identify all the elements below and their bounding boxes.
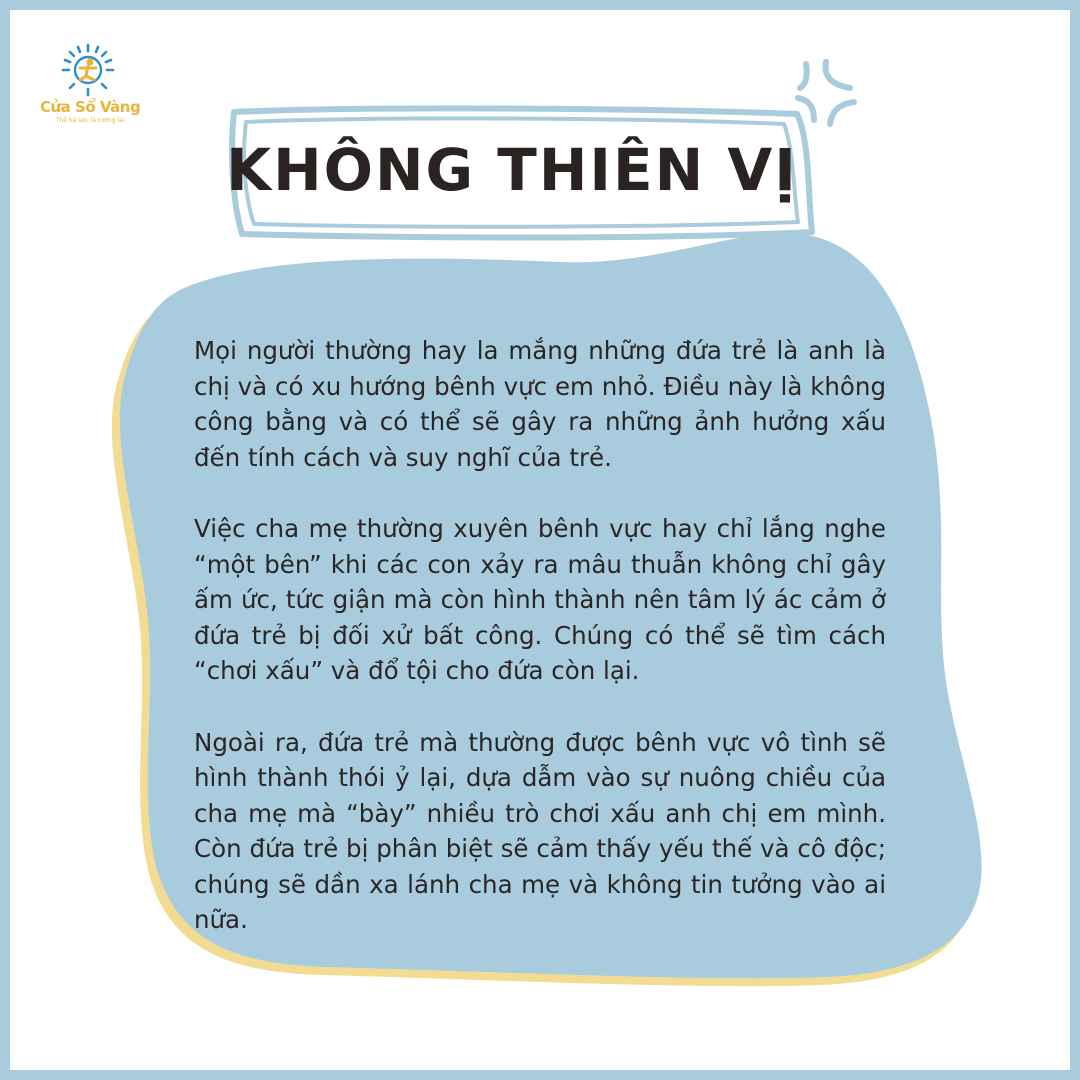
brand-logo [40, 40, 141, 124]
paragraph-2: Việc cha mẹ thường xuyên bênh vực hay chỉ lắng nghe “một bên” khi các con xảy ra mâu thuẫn không chỉ gây ấm ức, tức giận mà còn hình thành nên tâm lý ác cảm ở đứa trẻ bị đối xử bất công. Chúng có thể sẽ tìm cách “chơi xấu” và đổ tội cho đứa còn lại. [194, 514, 886, 685]
paragraph-3: Ngoài ra, đứa trẻ mà thường được bênh vực vô tình sẽ hình thành thói ỷ lại, dựa dẫm vào sự nuông chiều của cha mẹ mà “bày” nhiều trò chơi xấu anh chị em mình. Còn đứa trẻ bị phân biệt sẽ cảm thấy yếu thế và cô độc; chúng sẽ dần xa lánh cha mẹ và không tin tưởng vào ai nữa. [194, 727, 886, 934]
brand-tagline: Thế hệ sau là tương lai [55, 117, 125, 124]
sun-child-icon [60, 42, 116, 98]
paragraph-1: Mọi người thường hay la mắng những đứa trẻ là anh là chị và có xu hướng bênh vực em nhỏ. Điều này là không công bằng và có thể sẽ gây ra những ảnh hưởng xấu đến tính cách và suy nghĩ của trẻ. [194, 336, 886, 472]
page-title: KHÔNG THIÊN VỊ [226, 136, 798, 204]
anger-burst-icon [790, 58, 860, 134]
brand-name: Cửa Sổ Vàng [40, 98, 141, 116]
article-body [194, 333, 886, 938]
title-banner [222, 100, 822, 250]
